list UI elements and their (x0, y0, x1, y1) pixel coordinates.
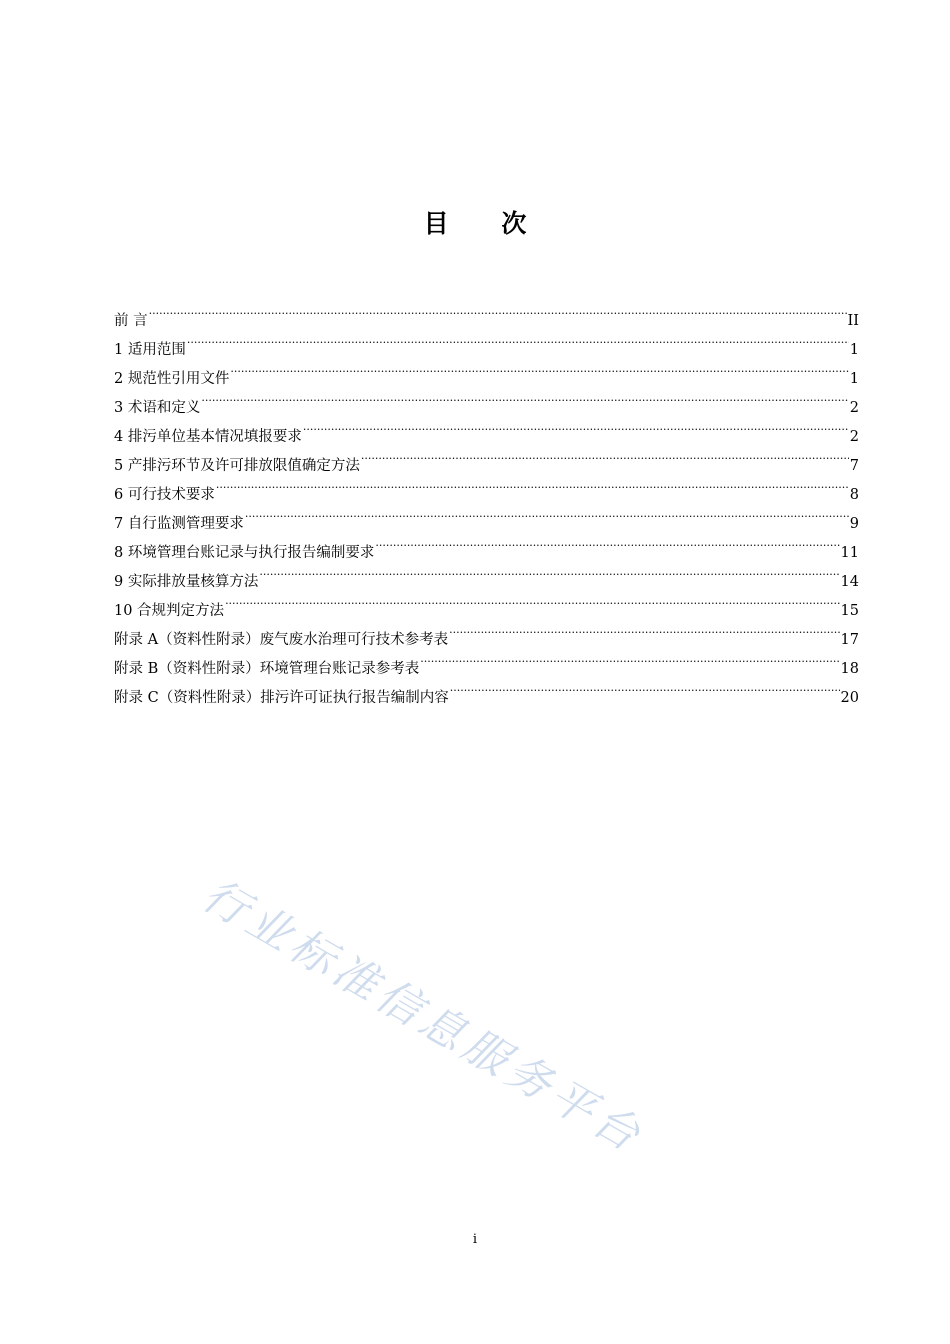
toc-leader-dots (216, 470, 849, 499)
toc-leader-dots (245, 499, 849, 528)
toc-entry-title: 7 自行监测管理要求 (114, 516, 244, 532)
toc-leader-dots (420, 644, 839, 673)
watermark-text: 行业标准信息服务平台 (194, 869, 653, 1164)
toc-entry-title: 1 适用范围 (114, 342, 186, 358)
toc-leader-dots (230, 354, 848, 383)
toc-entry-page: 8 (849, 487, 859, 503)
toc-entry-10[interactable] (114, 586, 859, 619)
toc-entry-title: 4 排污单位基本情况填报要求 (114, 429, 302, 445)
toc-entry-title: 10 合规判定方法 (114, 603, 225, 619)
toc-entry-4[interactable] (114, 412, 859, 445)
toc-entry-foreword[interactable] (114, 296, 859, 329)
toc-entry-appendix-a[interactable] (114, 615, 859, 648)
toc-leader-dots (450, 673, 840, 702)
toc-entry-title: 附录 C（资料性附录）排污许可证执行报告编制内容 (114, 690, 449, 706)
table-of-contents (114, 296, 859, 706)
toc-entry-page: 17 (840, 632, 859, 648)
toc-entry-page: II (847, 313, 859, 329)
toc-leader-dots (303, 412, 849, 441)
toc-entry-6[interactable] (114, 470, 859, 503)
toc-entry-title: 8 环境管理台账记录与执行报告编制要求 (114, 545, 375, 561)
page-title: 目 次 (423, 209, 549, 238)
toc-entry-title: 9 实际排放量核算方法 (114, 574, 259, 590)
toc-entry-page: 2 (849, 429, 859, 445)
toc-entry-title: 2 规范性引用文件 (114, 371, 230, 387)
toc-entry-title: 附录 A（资料性附录）废气废水治理可行技术参考表 (114, 632, 449, 648)
toc-entry-7[interactable] (114, 499, 859, 532)
toc-entry-2[interactable] (114, 354, 859, 387)
toc-entry-page: 20 (840, 690, 859, 706)
toc-entry-title: 附录 B（资料性附录）环境管理台账记录参考表 (114, 661, 420, 677)
toc-entry-page: 7 (849, 458, 859, 474)
toc-leader-dots (225, 586, 839, 615)
toc-entry-title: 5 产排污环节及许可排放限值确定方法 (114, 458, 360, 474)
toc-leader-dots (449, 615, 839, 644)
toc-leader-dots (201, 383, 848, 412)
toc-entry-3[interactable] (114, 383, 859, 416)
toc-leader-dots (259, 557, 839, 586)
toc-entry-page: 9 (849, 516, 859, 532)
toc-entry-title: 前 言 (114, 313, 148, 329)
toc-entry-title: 6 可行技术要求 (114, 487, 215, 503)
toc-entry-page: 2 (849, 400, 859, 416)
toc-entry-title: 3 术语和定义 (114, 400, 201, 416)
toc-entry-page: 11 (840, 545, 859, 561)
toc-entry-page: 14 (840, 574, 859, 590)
toc-leader-dots (149, 296, 847, 325)
toc-leader-dots (375, 528, 839, 557)
toc-entry-page: 18 (840, 661, 859, 677)
toc-leader-dots (361, 441, 849, 470)
toc-leader-dots (187, 325, 849, 354)
page-number: i (472, 1232, 478, 1247)
toc-entry-page: 1 (849, 371, 859, 387)
toc-entry-page: 1 (849, 342, 859, 358)
toc-entry-1[interactable] (114, 325, 859, 358)
toc-entry-page: 15 (840, 603, 859, 619)
